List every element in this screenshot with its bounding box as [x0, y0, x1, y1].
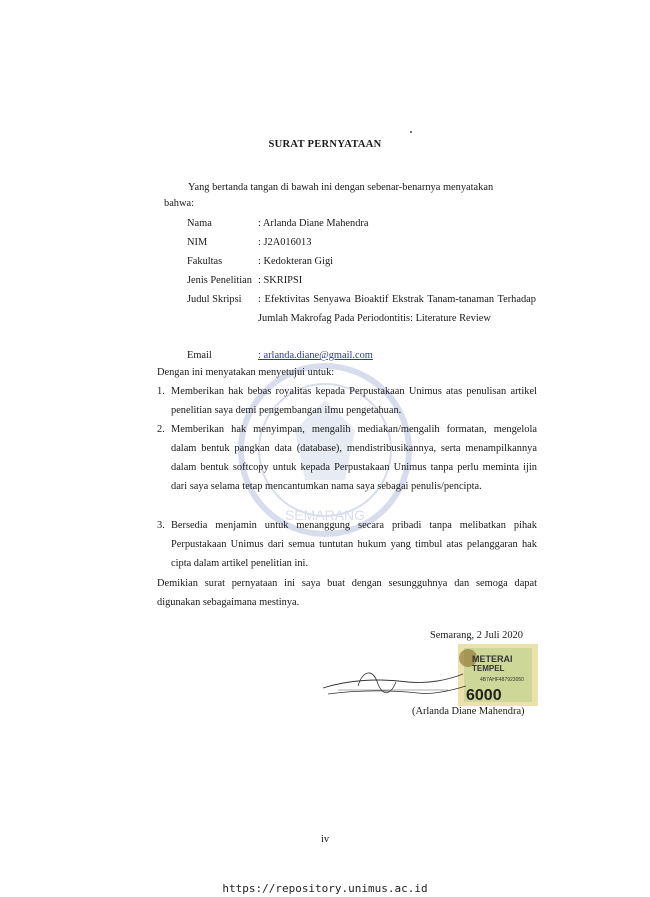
footer-url[interactable]: https://repository.unimus.ac.id: [222, 882, 428, 895]
list-number: 1.: [157, 386, 165, 397]
intro-paragraph: Yang bertanda tangan di bawah ini dengan sebenar-benarnya menyatakan: [188, 182, 494, 193]
agreement-intro: Dengan ini menyatakan menyetujui untuk:: [157, 367, 335, 378]
list-number: 2.: [157, 424, 165, 435]
handwritten-signature: [318, 660, 468, 710]
field-label: Judul Skripsi: [187, 294, 242, 305]
field-value: : Arlanda Diane Mahendra: [258, 218, 369, 229]
watermark-text: SEMARANG: [284, 507, 366, 523]
list-text: Memberikan hak bebas royalitas kepada Perpustakaan Unimus atas penulisan artikel penelitian saya demi pengembangan ilmu pengetahuan.: [171, 386, 537, 416]
list-number: 3.: [157, 520, 165, 531]
stamp-code: 4B7AHF487923050: [480, 677, 524, 683]
field-label: Fakultas: [187, 256, 223, 267]
stamp-line2: TEMPEL: [472, 664, 505, 673]
stamp-line1: METERAI: [472, 654, 513, 664]
field-label: Nama: [187, 218, 212, 229]
revenue-stamp: [458, 644, 538, 706]
email-link[interactable]: : arlanda.diane@gmail.com: [258, 350, 373, 361]
field-value: : J2A016013: [258, 237, 312, 248]
closing-paragraph: Demikian surat pernyataan ini saya buat dengan sesungguhnya dan semoga dapat digunakan sebagaimana mestinya.: [157, 578, 537, 608]
page-number: iv: [320, 834, 330, 845]
field-value: : SKRIPSI: [258, 275, 303, 286]
intro-continuation: bahwa:: [164, 198, 195, 209]
list-text: Memberikan hak menyimpan, mengalih mediakan/mengalih formatan, mengelola dalam bentuk pangkan data (database), mendistribusikannya, serta menampilkannya dalam bentuk softcopy untuk kepada Perpustakaan Unimus tanpa perlu meminta ijin dari saya selama tetap mencantumkan nama saya sebagai penulis/pencipta.: [171, 424, 537, 492]
document-title: SURAT PERNYATAAN: [268, 139, 382, 150]
field-label: Email: [187, 350, 212, 361]
field-value: : Kedokteran Gigi: [258, 256, 334, 267]
scan-speck: [410, 131, 412, 133]
field-value: : Efektivitas Senyawa Bioaktif Ekstrak Tanam-tanaman Terhadap Jumlah Makrofag Pada Periodontitis: Literature Review: [258, 294, 536, 324]
stamp-amount: 6000: [466, 687, 502, 704]
place-date: Semarang, 2 Juli 2020: [430, 630, 523, 641]
list-text: Bersedia menjamin untuk menanggung secara pribadi tanpa melibatkan pihak Perpustakaan Unimus dari semua tuntutan hukum yang timbul atas pelanggaran hak cipta dalam artikel penelitian ini.: [171, 520, 537, 569]
field-label: Jenis Penelitian: [187, 275, 252, 286]
field-label: NIM: [187, 237, 208, 248]
signer-name: (Arlanda Diane Mahendra): [412, 706, 525, 717]
